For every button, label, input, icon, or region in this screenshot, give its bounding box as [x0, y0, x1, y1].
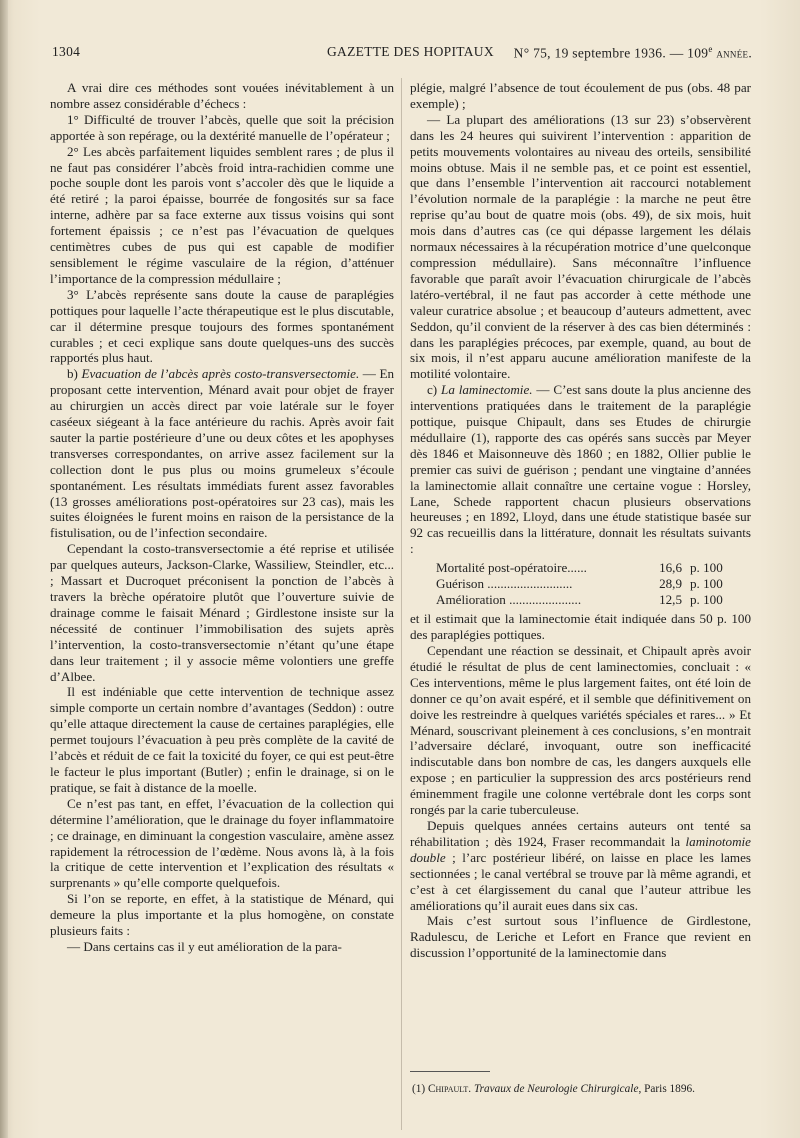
table-row	[436, 592, 723, 608]
section-c-prefix: c)	[427, 382, 442, 398]
paragraph-continued: et il estimait que la laminectomie était indiquée dans 50 p. 100 des paraplégies pottiques.	[410, 611, 751, 643]
fraser-italic-term: laminotomie double	[410, 833, 751, 865]
result-unit: p. 100	[690, 576, 723, 592]
section-b-title: Evacuation de l’abcès après costo-transversectomie.	[81, 366, 360, 382]
result-value: 16,6	[659, 560, 682, 576]
result-label: Mortalité post-opératoire......	[436, 560, 587, 576]
footnote-rule	[410, 1071, 490, 1072]
paragraph: A vrai dire ces méthodes sont vouées inévitablement à un nombre assez considérable d’échecs :	[50, 80, 394, 111]
table-row	[436, 576, 723, 592]
paragraph: Cependant la costo-transversectomie a été reprise et utilisée par quelques auteurs, Jackson-Clarke, Wassiliew, Steindler, etc... ; Massart et Ducroquet préconisent la ponction de l’abcès à travers la brèche opératoire plutôt que l’ouverture suivie de drainage comme le faisait Ménard ; Girdlestone insiste sur la nécessité de continuer l’immobilisation des sujets après l’intervention, la costo-transversectomie n’étant qu’une étape dans leur traitement ; il y associe même volontiers une greffe d’Albee.	[50, 541, 394, 684]
section-b-text: — En proposant cette intervention, Ménard avait pour objet de frayer au chirurgien un accès direct par voie latérale sur le foyer caséeux siégeant à la face antérieure du rachis. Après avoir fait sauter la partie postérieure d’une ou deux côtes et les apophyses transverses correspondantes, on arrive assez facilement sur la collection dont le pus plus ou moins grumeleux s’écoule spontanément. Les résultats immédiats furent assez favorables (13 grosses améliorations post-opératoires sur 23 cas), mais les suites éloignées le furent moins en raison de la persistance de la fistulisation, ou de l’infection secondaire.	[50, 366, 394, 541]
footnote-author: Chipault.	[428, 1083, 472, 1095]
issue-ordinal-suffix: e	[708, 44, 713, 54]
table-row	[436, 560, 723, 576]
footnote-title: Travaux de Neurologie Chirurgicale	[473, 1083, 639, 1095]
lloyd-results-table	[436, 560, 723, 608]
fraser-text-after: ; l’arc postérieur libéré, on laisse en place les lames sectionnées ; le canal vertébral se trouve par là même agrandi, et c’est à cet élargissement du canal que l’auteur attribue les améliorations qu’il aurait eues dans six cas.	[410, 849, 751, 913]
footnote-number: (1)	[412, 1083, 428, 1095]
result-label: Amélioration ......................	[436, 592, 582, 608]
issue-number-date: N° 75, 19 septembre 1936. — 109	[513, 45, 709, 61]
section-b-paragraph	[50, 366, 394, 541]
section-c-text: — C’est sans doute la plus ancienne des interventions pratiquées dans le traitement de la paraplégie pottique, puisque Chipault, dans ses Etudes de chirurgie médullaire (1), rapporte des cas opérés sans succès par Meyer dès 1846 et Maisonneuve dès 1860 ; en 1882, Ollier publie le premier cas suivi de guérison ; pendant une vingtaine d’années la laminectomie allait connaître une certaine vogue : Horsley, Lane, Schede rapportent chacun plusieurs observations heureuses ; en 1892, Lloyd, dans une étude statistique basée sur 92 cas recueillis dans la littérature, donnait les résultats suivants :	[410, 382, 751, 557]
section-b-prefix: b)	[67, 366, 82, 382]
paragraph-continued: plégie, malgré l’absence de tout écoulement de pus (obs. 48 par exemple) ;	[410, 80, 751, 111]
footnote-rest: , Paris 1896.	[638, 1083, 695, 1095]
page-binding-edge	[0, 0, 8, 1138]
paragraph: Cependant une réaction se dessinait, et Chipault après avoir étudié le résultat de plus de cent laminectomies, concluait : « Ces interventions, même le plus largement faites, ont été loin de donner ce qu’on avait espéré, et il semble que définitivement on doive les restreindre à quelques variétés spéciales et rares... » Et Ménard, souscrivant pleinement à ces conclusions, s’en montrait l’adversaire déclaré, invoquant, outre son inefficacité indiscutable dans bon nombre de cas, les dangers auxquels elle expose ; en particulier la suppression des arcs postérieurs rend éminemment fragile une colonne vertébrale dont les corps sont rongés par la carie tuberculeuse.	[410, 643, 751, 818]
page-header	[52, 44, 752, 66]
left-column	[50, 80, 394, 955]
paragraph: 1° Difficulté de trouver l’abcès, quelle que soit la précision apportée à son repérage, ou la dextérité manuelle de l’opérateur ;	[50, 111, 394, 143]
result-value: 28,9	[659, 576, 682, 592]
paragraph: Ce n’est pas tant, en effet, l’évacuation de la collection qui détermine l’amélioration, que le drainage du foyer inflammatoire ; ce drainage, en diminuant la congestion vasculaire, amène assez rapidement la rétrocession de l’œdème. Nous avons là, à la fois la critique de cette intervention et l’explication des résultats « surprenants » qu’elle comporte quelquefois.	[50, 795, 394, 891]
paragraph: Si l’on se reporte, en effet, à la statistique de Ménard, qui demeure la plus importante et la plus homogène, on constate plusieurs faits :	[50, 891, 394, 939]
fraser-paragraph	[410, 818, 751, 913]
footnote	[412, 1082, 752, 1096]
paragraph: Il est indéniable que cette intervention de technique assez simple comporte un certain nombre d’avantages (Seddon) : outre qu’elle attaque directement la cause de certaines paraplégies, elle permet toujours l’évacuation à peu près complète de la cavité de l’abcès et réduit de ce fait la toxicité du foyer, ce qui est peut-être le facteur le plus important (Butler) ; enfin le drainage, si on le pratique, se fait à distance de la moelle.	[50, 684, 394, 795]
result-label: Guérison ..........................	[436, 576, 573, 592]
paragraph: — La plupart des améliorations (13 sur 23) s’observèrent dans les 24 heures qui suivirent l’intervention : apparition de petits mouvements volontaires au niveau des orteils, sensibilité moins obtuse. Mais il ne semble pas, et ce point est essentiel, que dans l’ensemble l’intervention ait raccourci notablement l’évolution normale de la paraplégie : la marche ne peut être reprise qu’au bout de quatre mois (obs. 49), de six mois, huit mois dans d’autres cas (ce qui dépasse largement les délais normaux nécessaires à la récupération motrice d’une quelconque compression médullaire). Sans méconnaître l’influence favorable que paraît avoir l’évacuation chirurgicale de l’abcès latéro-vertébral, il ne faut pas accorder à cette méthode une valeur curatrice absolue ; et beaucoup d’auteurs admettent, avec Seddon, qu’il convient de la réserver à des cas bien déterminés : dans les paraplégies précoces, par exemple, quand, au bout de six mois, il n’est apparu aucune amélioration manifeste de la motilité volontaire.	[410, 111, 751, 382]
section-c-paragraph	[410, 382, 751, 557]
paragraph: Mais c’est surtout sous l’influence de Girdlestone, Radulescu, de Leriche et Lefort en France que revient en discussion l’opportunité de la laminectomie dans	[410, 913, 751, 961]
fraser-text-before: Depuis quelques années certains auteurs ont tenté sa réhabilitation ; dès 1924, Fraser recommandait la	[410, 817, 751, 849]
column-separator	[401, 78, 402, 1130]
issue-year-label: année.	[716, 45, 752, 61]
journal-title: GAZETTE DES HOPITAUX	[327, 44, 494, 59]
paragraph: 3° L’abcès représente sans doute la cause de paraplégies pottiques pour laquelle l’acte thérapeutique est le plus discutable, car il détermine presque toujours des formes spontanément curables ; et ceci explique sans doute quelques-uns des succès rapportés plus haut.	[50, 286, 394, 366]
page-number: 1304	[52, 44, 81, 59]
result-unit: p. 100	[690, 592, 723, 608]
issue-info	[514, 44, 752, 62]
paragraph: 2° Les abcès parfaitement liquides semblent rares ; de plus il ne faut pas considérer l’abcès froid intra-rachidien comme une poche souple dont les parois vont s’accoler dès que le liquide a été retiré ; la paroi épaisse, bourrée de fongosités sur sa face interne, adhère par sa face externe aux tissus voisins qui sont fortement épaissis ; ce n’est pas l’évacuation de quelques centimètres cubes de pus qui est capable de modifier sensiblement le régime vasculaire de la région, d’atténuer l’importance de la compression médullaire ;	[50, 143, 394, 286]
paragraph: — Dans certains cas il y eut amélioration de la para-	[67, 938, 342, 954]
right-column	[410, 80, 751, 961]
result-value: 12,5	[659, 592, 682, 608]
result-unit: p. 100	[690, 560, 723, 576]
section-c-title: La laminectomie.	[441, 382, 533, 398]
